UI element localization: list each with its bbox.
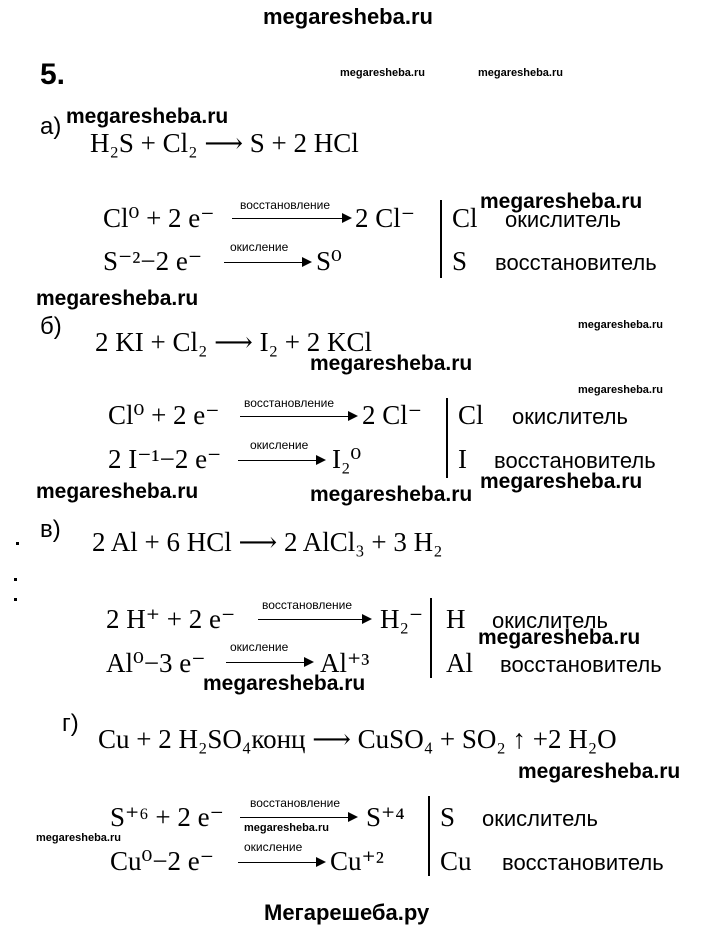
part-b-half2-element: I bbox=[458, 444, 467, 474]
watermark: megaresheba.ru bbox=[36, 287, 199, 310]
reaction-arrow bbox=[224, 262, 310, 263]
part-b-half2-arrow-label: окисление bbox=[250, 438, 309, 452]
scan-speck bbox=[14, 598, 17, 601]
part-d-half2-right: Cu⁺² bbox=[330, 846, 384, 876]
small-watermark: megaresheba.ru bbox=[578, 384, 663, 396]
part-c-half2-element: Al bbox=[446, 648, 473, 678]
part-b-half1-element: Cl bbox=[458, 400, 484, 430]
scan-speck bbox=[14, 578, 17, 581]
divider-line bbox=[428, 796, 430, 876]
small-watermark: megaresheba.ru bbox=[36, 832, 121, 844]
part-c-half2-right: Al⁺³ bbox=[320, 648, 370, 678]
part-a-equation: H₂S + Cl₂ ⟶ S + 2 HCl bbox=[90, 128, 359, 158]
part-a-half2-arrow-label: окисление bbox=[230, 240, 289, 254]
part-b-half1-left: Cl⁰ + 2 e⁻ bbox=[108, 400, 220, 430]
part-d-half2-arrow-label: окисление bbox=[244, 840, 303, 854]
part-c-half1-arrow-label: восстановление bbox=[262, 598, 353, 612]
part-b-equation: 2 KI + Cl₂ ⟶ I₂ + 2 KCl bbox=[95, 327, 372, 357]
part-c-half2-role: восстановитель bbox=[500, 652, 662, 677]
part-b-label: б) bbox=[40, 313, 62, 340]
part-c-equation: 2 Al + 6 HCl ⟶ 2 AlCl₃ + 3 H₂ bbox=[92, 527, 443, 557]
watermark: megaresheba.ru bbox=[66, 105, 229, 128]
part-a-half1-role: окислитель bbox=[505, 207, 621, 232]
watermark: megaresheba.ru bbox=[478, 626, 641, 649]
part-d-label: г) bbox=[62, 710, 79, 737]
part-b-half2-left: 2 I⁻¹−2 e⁻ bbox=[108, 444, 222, 474]
part-a-half1-right: 2 Cl⁻ bbox=[355, 203, 416, 233]
watermark: megaresheba.ru bbox=[480, 470, 643, 493]
header-watermark: megaresheba.ru bbox=[263, 4, 433, 29]
part-c-half2-arrow-label: окисление bbox=[230, 640, 289, 654]
scan-speck bbox=[16, 542, 19, 545]
part-c-label: в) bbox=[40, 516, 61, 543]
reaction-arrow bbox=[232, 218, 350, 219]
watermark: megaresheba.ru bbox=[518, 760, 681, 783]
small-watermark: megaresheba.ru bbox=[340, 67, 425, 79]
part-b-half2-right: I₂⁰ bbox=[332, 444, 362, 474]
watermark: megaresheba.ru bbox=[310, 483, 473, 506]
task-number: 5. bbox=[40, 58, 66, 91]
part-d-half2-left: Cu⁰−2 e⁻ bbox=[110, 846, 215, 876]
part-a-half2-right: S⁰ bbox=[316, 246, 342, 276]
part-d-half1-right: S⁺⁴ bbox=[366, 802, 405, 832]
footer-watermark: Мегарешеба.ру bbox=[264, 900, 430, 925]
divider-line bbox=[446, 398, 448, 478]
part-c-half1-right: H₂⁻ bbox=[380, 604, 424, 634]
small-watermark: megaresheba.ru bbox=[578, 319, 663, 331]
watermark: megaresheba.ru bbox=[310, 352, 473, 375]
part-a-half2-role: восстановитель bbox=[495, 250, 657, 275]
reaction-arrow bbox=[240, 817, 356, 818]
part-b-half2-role: восстановитель bbox=[494, 448, 656, 473]
reaction-arrow bbox=[226, 662, 312, 663]
reaction-arrow bbox=[238, 862, 324, 863]
part-c-half1-role: окислитель bbox=[492, 608, 608, 633]
divider-line bbox=[440, 200, 442, 278]
part-d-half1-role: окислитель bbox=[482, 806, 598, 831]
part-d-equation: Cu + 2 H₂SO₄конц ⟶ CuSO₄ + SO₂ ↑ +2 H₂O bbox=[98, 724, 617, 754]
part-c-half2-left: Al⁰−3 e⁻ bbox=[106, 648, 206, 678]
part-a-half2-element: S bbox=[452, 246, 468, 276]
part-a-half1-arrow-label: восстановление bbox=[240, 198, 331, 212]
part-d-half2-element: Cu bbox=[440, 846, 472, 876]
part-a-half1-element: Cl bbox=[452, 203, 478, 233]
watermark: megaresheba.ru bbox=[203, 672, 366, 695]
part-b-half1-right: 2 Cl⁻ bbox=[362, 400, 423, 430]
small-watermark: megaresheba.ru bbox=[478, 67, 563, 79]
small-watermark: megaresheba.ru bbox=[244, 822, 329, 834]
part-d-half1-arrow-label: восстановление bbox=[250, 796, 341, 810]
part-d-half1-element: S bbox=[440, 802, 456, 832]
part-d-half2-role: восстановитель bbox=[502, 850, 664, 875]
watermark: megaresheba.ru bbox=[36, 480, 199, 503]
reaction-arrow bbox=[258, 619, 370, 620]
reaction-arrow bbox=[238, 460, 324, 461]
part-d-half1-left: S⁺⁶ + 2 e⁻ bbox=[110, 802, 224, 832]
divider-line bbox=[430, 598, 432, 678]
part-a-half2-left: S⁻²−2 e⁻ bbox=[103, 246, 203, 276]
part-b-half1-arrow-label: восстановление bbox=[244, 396, 335, 410]
watermark: megaresheba.ru bbox=[480, 190, 643, 213]
part-a-half1-left: Cl⁰ + 2 e⁻ bbox=[103, 203, 215, 233]
part-a-label: а) bbox=[40, 113, 62, 140]
part-c-half1-left: 2 H⁺ + 2 e⁻ bbox=[106, 604, 236, 634]
part-c-half1-element: H bbox=[446, 604, 466, 634]
part-b-half1-role: окислитель bbox=[512, 404, 628, 429]
reaction-arrow bbox=[240, 416, 356, 417]
